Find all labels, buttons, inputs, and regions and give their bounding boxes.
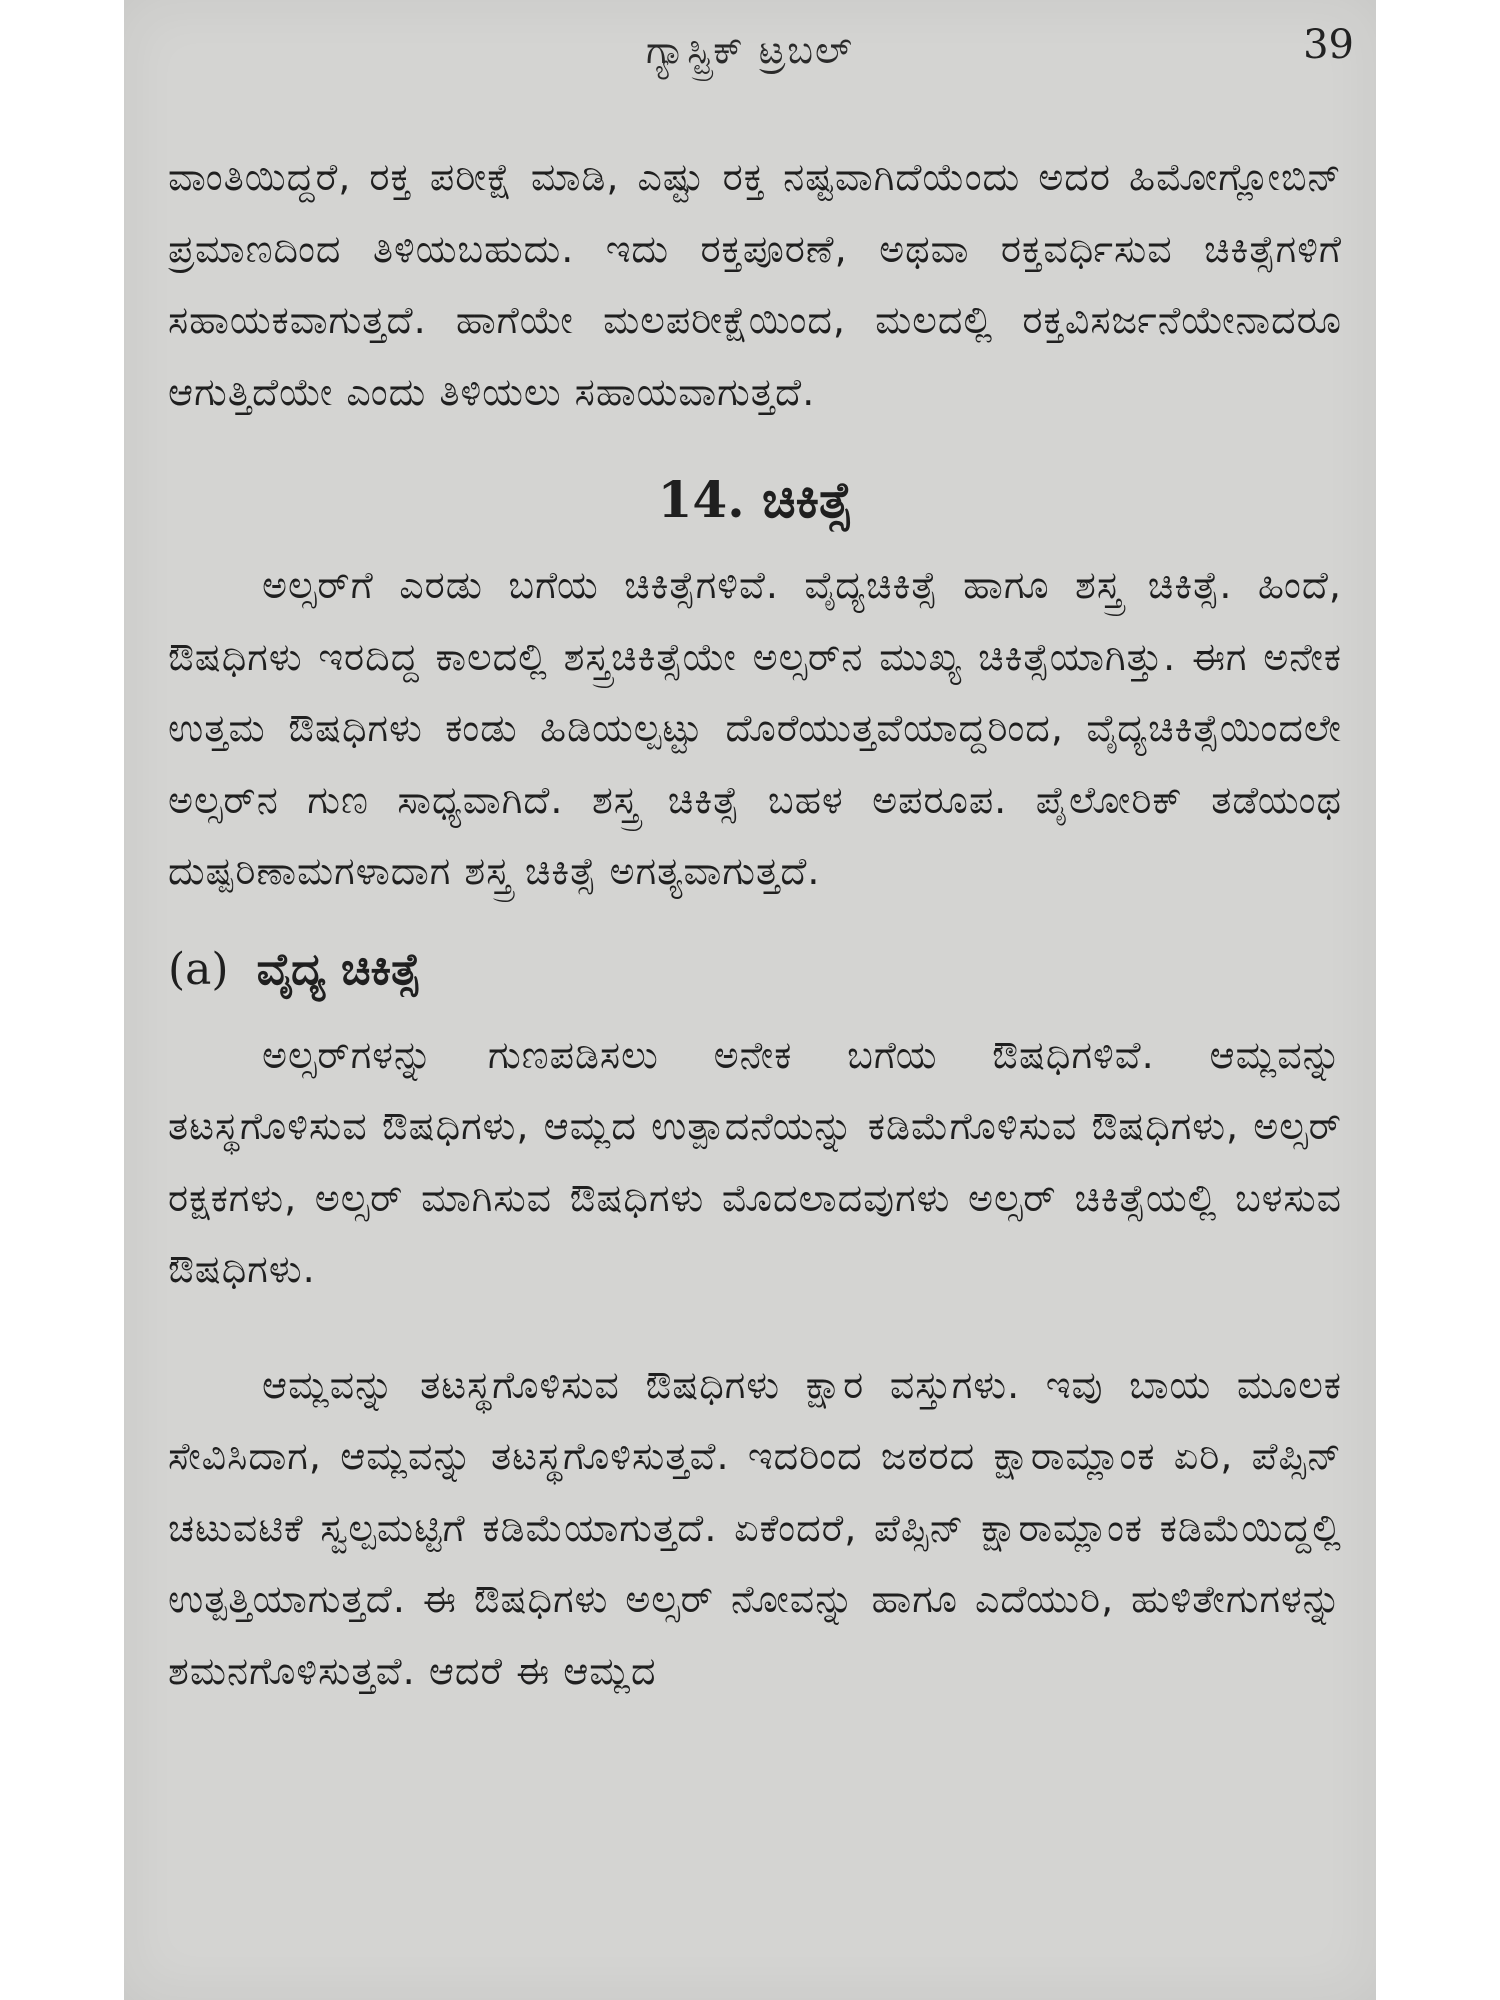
section-title: ಚಿಕಿತ್ಸೆ bbox=[762, 471, 853, 529]
paragraph-gap bbox=[168, 1306, 1342, 1350]
page-number: 39 bbox=[1303, 22, 1354, 68]
subsection-heading bbox=[168, 934, 1342, 1006]
subsection-title: ವೈದ್ಯ ಚಿಕಿತ್ಸೆ bbox=[256, 943, 421, 995]
paragraph: ಅಲ್ಸರ್‌ಗಳನ್ನು ಗುಣಪಡಿಸಲು ಅನೇಕ ಬಗೆಯ ಔಷಧಿಗಳಿವೆ. ಆಮ್ಲವನ್ನು ತಟಸ್ಥಗೊಳಿಸುವ ಔಷಧಿಗಳು, ಆಮ್ಲದ ಉತ್ಪಾದನೆಯನ್ನು ಕಡಿಮೆಗೊಳಿಸುವ ಔಷಧಿಗಳು, ಅಲ್ಸರ್ ರಕ್ಷಕಗಳು, ಅಲ್ಸರ್ ಮಾಗಿಸುವ ಔಷಧಿಗಳು ಮೊದಲಾದವುಗಳು ಅಲ್ಸರ್ ಚಿಕಿತ್ಸೆಯಲ್ಲಿ ಬಳಸುವ ಔಷಧಿಗಳು. bbox=[168, 1032, 1342, 1291]
book-page bbox=[124, 0, 1376, 2000]
paragraph: ವಾಂತಿಯಿದ್ದರೆ, ರಕ್ತ ಪರೀಕ್ಷೆ ಮಾಡಿ, ಎಷ್ಟು ರಕ್ತ ನಷ್ಟವಾಗಿದೆಯೆಂದು ಅದರ ಹಿಮೋಗ್ಲೋಬಿನ್ ಪ್ರಮಾಣದಿಂದ ತಿಳಿಯಬಹುದು. ಇದು ರಕ್ತಪೂರಣೆ, ಅಥವಾ ರಕ್ತವರ್ಧಿಸುವ ಚಿಕಿತ್ಸೆಗಳಿಗೆ ಸಹಾಯಕವಾಗುತ್ತದೆ. ಹಾಗೆಯೇ ಮಲಪರೀಕ್ಷೆಯಿಂದ, ಮಲದಲ್ಲಿ ರಕ್ತವಿಸರ್ಜನೆಯೇನಾದರೂ ಆಗುತ್ತಿದೆಯೇ ಎಂದು ತಿಳಿಯಲು ಸಹಾಯವಾಗುತ್ತದೆ. bbox=[168, 155, 1342, 414]
subsection-marker: (a) bbox=[168, 943, 229, 995]
running-head: ಗ್ಯಾಸ್ಟ್ರಿಕ್ ಟ್ರಬಲ್ bbox=[646, 28, 854, 72]
page-header bbox=[124, 18, 1376, 88]
page-body bbox=[168, 142, 1342, 1707]
paragraph: ಅಲ್ಸರ್‌ಗೆ ಎರಡು ಬಗೆಯ ಚಿಕಿತ್ಸೆಗಳಿವೆ. ವೈದ್ಯಚಿಕಿತ್ಸೆ ಹಾಗೂ ಶಸ್ತ್ರ ಚಿಕಿತ್ಸೆ. ಹಿಂದೆ, ಔಷಧಿಗಳು ಇರದಿದ್ದ ಕಾಲದಲ್ಲಿ ಶಸ್ತ್ರಚಿಕಿತ್ಸೆಯೇ ಅಲ್ಸರ್‌ನ ಮುಖ್ಯ ಚಿಕಿತ್ಸೆಯಾಗಿತ್ತು. ಈಗ ಅನೇಕ ಉತ್ತಮ ಔಷಧಿಗಳು ಕಂಡು ಹಿಡಿಯಲ್ಪಟ್ಟು ದೊರೆಯುತ್ತವೆಯಾದ್ದರಿಂದ, ವೈದ್ಯಚಿಕಿತ್ಸೆಯಿಂದಲೇ ಅಲ್ಸರ್‌ನ ಗುಣ ಸಾಧ್ಯವಾಗಿದೆ. ಶಸ್ತ್ರ ಚಿಕಿತ್ಸೆ ಬಹಳ ಅಪರೂಪ. ಪೈಲೋರಿಕ್ ತಡೆಯಂಥ ದುಷ್ಪರಿಣಾಮಗಳಾದಾಗ ಶಸ್ತ್ರ ಚಿಕಿತ್ಸೆ ಅಗತ್ಯವಾಗುತ್ತದೆ. bbox=[168, 563, 1342, 893]
section-number: 14. bbox=[657, 470, 745, 529]
paragraph: ಆಮ್ಲವನ್ನು ತಟಸ್ಥಗೊಳಿಸುವ ಔಷಧಿಗಳು ಕ್ಷಾರ ವಸ್ತುಗಳು. ಇವು ಬಾಯ ಮೂಲಕ ಸೇವಿಸಿದಾಗ, ಆಮ್ಲವನ್ನು ತಟಸ್ಥಗೊಳಿಸುತ್ತವೆ. ಇದರಿಂದ ಜಠರದ ಕ್ಷಾರಾಮ್ಲಾಂಕ ಏರಿ, ಪೆಪ್ಸಿನ್ ಚಟುವಟಿಕೆ ಸ್ವಲ್ಪಮಟ್ಟಿಗೆ ಕಡಿಮೆಯಾಗುತ್ತದೆ. ಏಕೆಂದರೆ, ಪೆಪ್ಸಿನ್ ಕ್ಷಾರಾಮ್ಲಾಂಕ ಕಡಿಮೆಯಿದ್ದಲ್ಲಿ ಉತ್ಪತ್ತಿಯಾಗುತ್ತದೆ. ಈ ಔಷಧಿಗಳು ಅಲ್ಸರ್ ನೋವನ್ನು ಹಾಗೂ ಎದೆಯುರಿ, ಹುಳಿತೇಗುಗಳನ್ನು ಶಮನಗೊಳಿಸುತ್ತವೆ. ಆದರೆ ಈ ಆಮ್ಲದ bbox=[168, 1362, 1342, 1693]
section-heading bbox=[168, 462, 1342, 538]
